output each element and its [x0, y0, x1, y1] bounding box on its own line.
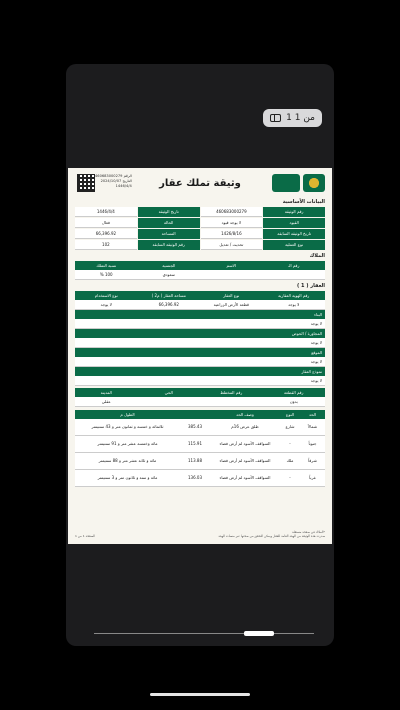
page-indicator-button[interactable] — [263, 109, 322, 127]
owners-title: الملاك — [309, 253, 325, 259]
location-value: لا يوجد — [75, 357, 325, 367]
document-header — [75, 172, 325, 196]
page-indicator-label: 1 من 1 — [286, 113, 315, 123]
location-label: الموقع — [75, 348, 325, 357]
boundaries-table: الحد النوع وصف الحد الطول م شمالاً شارع طلق عرض 16م 385.43 ثلاثمائة و خمسة و ثمانون متر و 43 سنتيمتر جنوباً - السواقف الأسود لم أرض فضاء 115.91 مائة وخمسة عشر متر و 91 سنتيمتر شرقاً ملك السواقف الأسود لم أرض فضاء 113.88 مائة و ثلاثة عشر متر و 88 سنتيمتر غرباً - السواقف الأسود لم أرض فضاء 136.03 مائة و ستة و ثلاثون متر و 3 سنتيمتر — [75, 410, 325, 487]
table-row: شرقاً ملك السواقف الأسود لم أرض فضاء 113.88 مائة و ثلاثة عشر متر و 88 سنتيمتر — [75, 453, 325, 470]
scrubber-track — [94, 633, 314, 634]
qr-code — [77, 174, 95, 192]
reference-block: الرقم 460683000279 التاريخ 2024/10/07 1446/4/4 — [95, 174, 132, 188]
neighbor-label: المجاورة / الحوض — [75, 329, 325, 338]
table-row: سعودي 100 % — [75, 270, 325, 280]
basic-data-grid: رقم الوثيقة 460683000279 تاريخ الوثيقة 1446/4/4 القيود لا يوجد قيود الحالة فعال تاريخ الوثيقة السابقة 1426/8/16 المساحة 66,396.92 نوع العملية تحديث / تعديل رقم الوثيقة السابقة 102 — [75, 207, 325, 250]
basic-data-title: البيانات الأساسية — [282, 199, 325, 205]
neighbor-value: لا يوجد — [75, 338, 325, 348]
property-table: رقم الهوية العقارية نوع العقار مساحة العقار ( م2 ) نوع الاستخدام لا يوجد قطعة الأرض الزراعية 66,396.92 لا يوجد — [75, 291, 325, 310]
table-row: جنوباً - السواقف الأسود لم أرض فضاء 115.91 مائة وخمسة عشر متر و 91 سنتيمتر — [75, 436, 325, 453]
building-label: البناء — [75, 310, 325, 319]
document-page — [68, 168, 332, 544]
owners-table: رقم الـ الاسم الجنسية نسبة التملك سعودي 100 % — [75, 261, 325, 280]
sidebar-icon — [270, 114, 281, 122]
home-indicator[interactable] — [150, 693, 250, 696]
building-value: لا يوجد — [75, 319, 325, 329]
property-title: العقار ( 1 ) — [296, 283, 325, 289]
scrubber-handle[interactable] — [244, 631, 274, 636]
document-footer: *الملاك في صفحة مستقلة صدرت هذه الوثيقة من الهيئة العامة للعقار ويمكن التحقق من صحتها عبر منصات الهيئة الصفحة 1 من 1 — [75, 530, 325, 538]
table-row: بدون عقلي — [75, 397, 325, 407]
pdf-viewer[interactable] — [66, 64, 334, 646]
page-number: الصفحة 1 من 1 — [75, 534, 96, 538]
table-row: شمالاً شارع طلق عرض 16م 385.43 ثلاثمائة و خمسة و ثمانون متر و 43 سنتيمتر — [75, 419, 325, 436]
table-row: لا يوجد قطعة الأرض الزراعية 66,396.92 لا يوجد — [75, 300, 325, 310]
table-row: غرباً - السواقف الأسود لم أرض فضاء 136.03 مائة و ستة و ثلاثون متر و 3 سنتيمتر — [75, 470, 325, 487]
plot-table: رقم القطعة رقم المخطط الحي المدينة بدون عقلي — [75, 388, 325, 407]
document-title: وثيقة تملك عقار — [159, 178, 241, 189]
location-type-label: نموذج العقار — [75, 367, 325, 376]
location-type-value: لا يوجد — [75, 376, 325, 386]
page-scrubber[interactable] — [94, 632, 314, 635]
